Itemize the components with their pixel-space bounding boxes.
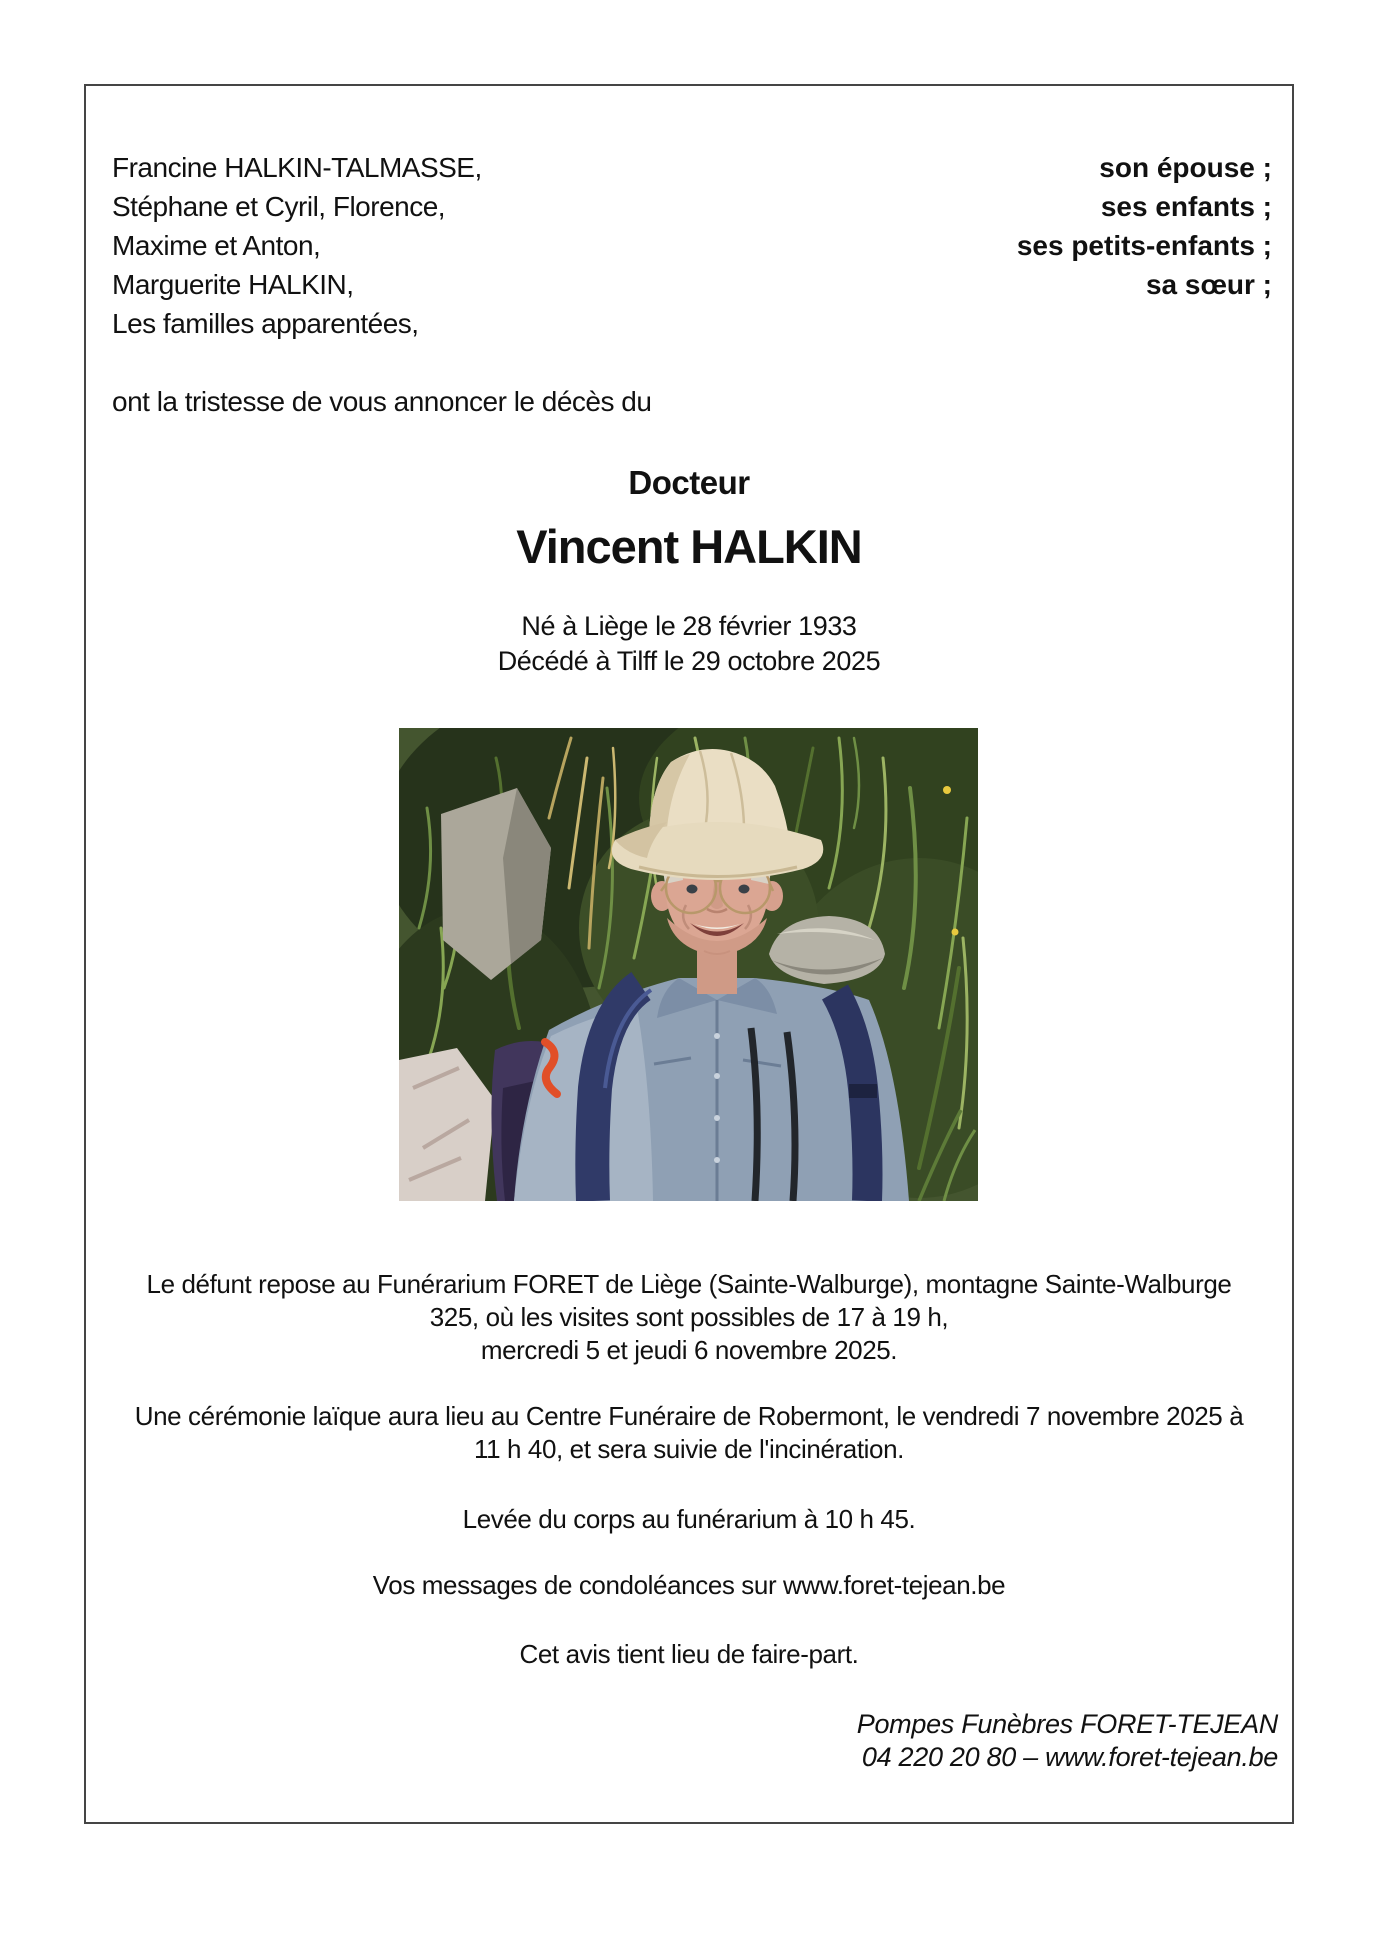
family-list [112, 148, 1272, 343]
repose-line-2: 325, où les visites sont possibles de 17 à 19 h, [429, 1302, 949, 1332]
repose-line-1: Le défunt repose au Funérarium FORET de Liège (Sainte-Walburge), montagne Sainte-Walburge [146, 1269, 1232, 1299]
funeral-home-name: Pompes Funèbres FORET-TEJEAN [856, 1709, 1278, 1739]
family-name: Stéphane et Cyril, Florence, [112, 191, 446, 222]
family-row [112, 304, 1272, 343]
announcement-line: ont la tristesse de vous annoncer le décès du [112, 386, 652, 417]
birth-line: Né à Liège le 28 février 1933 [521, 611, 857, 641]
family-name: Maxime et Anton, [112, 230, 321, 261]
memorial-card-frame [84, 84, 1294, 1824]
family-name: Marguerite HALKIN, [112, 269, 354, 300]
portrait-photo-illustration [399, 728, 978, 1201]
life-dates [86, 609, 1292, 679]
condoleances-line: Vos messages de condoléances sur www.foret-tejean.be [372, 1570, 1006, 1600]
family-row [112, 148, 1272, 187]
funeral-home-block [857, 1708, 1278, 1774]
title-docteur: Docteur [628, 464, 750, 501]
family-row [112, 226, 1272, 265]
family-relation: ses enfants ; [1100, 191, 1272, 222]
family-relation: sa sœur ; [1145, 269, 1272, 300]
ceremony-line-2: 11 h 40, et sera suivie de l'incinération. [474, 1434, 904, 1464]
deceased-name: Vincent HALKIN [516, 520, 862, 573]
death-line: Décédé à Tilff le 29 octobre 2025 [497, 646, 881, 676]
levee-line: Levée du corps au funérarium à 10 h 45. [462, 1504, 916, 1534]
family-row [112, 265, 1272, 304]
family-relation: son épouse ; [1099, 152, 1272, 183]
family-name: Francine HALKIN-TALMASSE, [112, 152, 482, 183]
ceremony-line-1: Une cérémonie laïque aura lieu au Centre Funéraire de Robermont, le vendredi 7 novembre 2025 à [134, 1401, 1244, 1431]
family-name: Les familles apparentées, [112, 308, 419, 339]
family-row [112, 187, 1272, 226]
funeral-home-contact: 04 220 20 80 – www.foret-tejean.be [861, 1742, 1278, 1772]
deceased-photo [399, 728, 978, 1201]
repose-line-3: mercredi 5 et jeudi 6 novembre 2025. [480, 1335, 898, 1365]
fairepart-line: Cet avis tient lieu de faire-part. [519, 1639, 859, 1669]
family-relation: ses petits-enfants ; [1016, 230, 1272, 261]
